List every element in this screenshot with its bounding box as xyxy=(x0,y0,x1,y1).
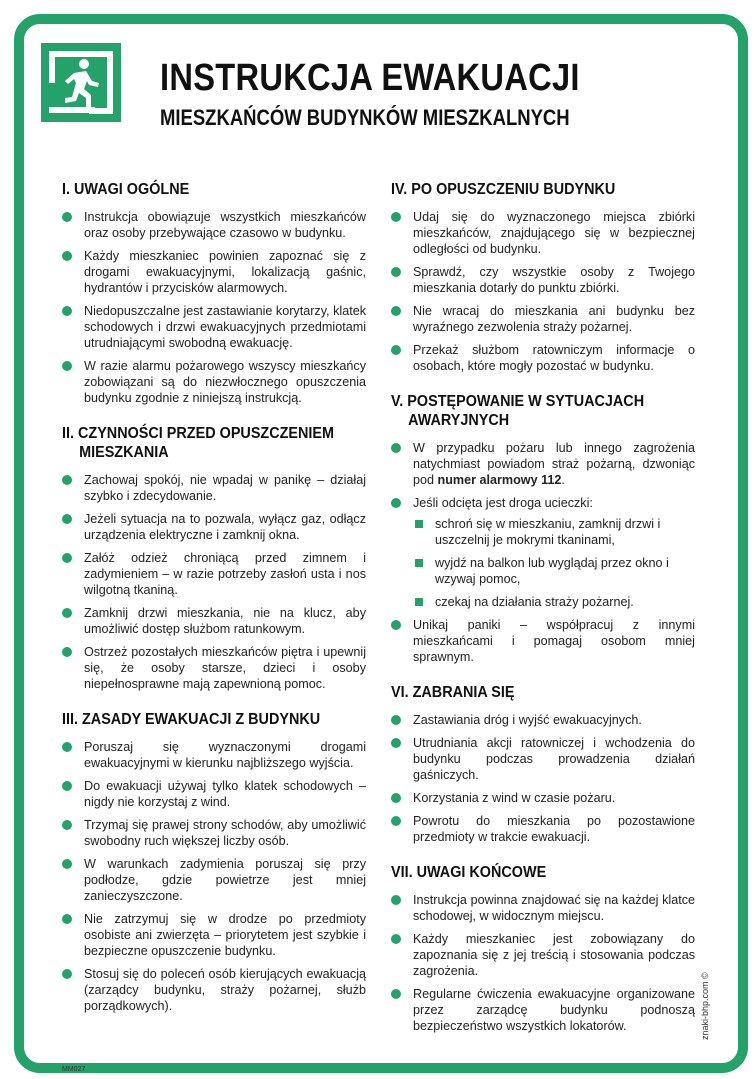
section-general-remarks xyxy=(62,180,366,406)
bullet-icon xyxy=(62,608,72,618)
section-before-leaving xyxy=(62,424,366,692)
bullet-icon xyxy=(62,553,72,563)
bullet-icon xyxy=(62,969,72,979)
list-item: Powrotu do mieszkania po pozostawione przedmioty w trakcie ewakuacji. xyxy=(391,813,695,845)
bullet-icon xyxy=(391,738,401,748)
list-item: Korzystania z wind w czasie pożaru. xyxy=(391,790,695,806)
list-item: Niedopuszczalne jest zastawianie korytarzy, klatek schodowych i drzwi ewakuacyjnych przedmiotami utrudniającymi swobodną ewakuację. xyxy=(62,303,366,351)
product-code: MM027 xyxy=(62,1066,86,1073)
section-final-remarks xyxy=(391,863,695,1034)
list-item: Instrukcja obowiązuje wszystkich mieszkańców oraz osoby przebywające czasowo w budynku. xyxy=(62,209,366,241)
bullet-icon xyxy=(391,443,401,453)
bullet-icon xyxy=(62,306,72,316)
list-item: Unikaj paniki – współpracuj z innymi mieszkańcami i pomagaj osobom mniej sprawnym. xyxy=(391,617,695,665)
bullet-icon xyxy=(391,715,401,725)
section-heading: I. UWAGI OGÓLNE xyxy=(62,181,190,198)
square-bullet-icon xyxy=(415,559,423,567)
emergency-exit-icon xyxy=(41,43,121,122)
bullet-icon xyxy=(391,267,401,277)
list-item: Instrukcja powinna znajdować się na każdej klatce schodowej, w widocznym miejscu. xyxy=(391,892,695,924)
list-item: Udaj się do wyznaczonego miejsca zbiórki mieszkańców, znajdującego się w bezpiecznej odległości od budynku. xyxy=(391,209,695,257)
bullet-icon xyxy=(391,895,401,905)
bullet-icon xyxy=(62,212,72,222)
list-item: Trzymaj się prawej strony schodów, aby umożliwić swobodny ruch większej liczby osób. xyxy=(62,817,366,849)
page-subtitle: MIESZKAŃCÓW BUDYNKÓW MIESZKALNYCH xyxy=(160,105,570,130)
bullet-icon xyxy=(62,361,72,371)
bullet-icon xyxy=(62,647,72,657)
left-column xyxy=(62,180,366,1032)
section-prohibitions xyxy=(391,683,695,845)
list-item: W przypadku pożaru lub innego zagrożenia natychmiast powiadom straż pożarną, dzwoniąc pod numer alarmowy 112. xyxy=(391,440,695,488)
list-item: Przekaż służbom ratowniczym informacje o osobach, które mogły pozostać w budynku. xyxy=(391,342,695,374)
bullet-icon xyxy=(62,781,72,791)
section-emergency-procedures xyxy=(391,392,695,665)
list-item: Każdy mieszkaniec jest zobowiązany do zapoznania się z jej treścią i stosowania podczas zagrożenia. xyxy=(391,931,695,979)
square-bullet-icon xyxy=(415,598,423,606)
list-item: Regularne ćwiczenia ewakuacyjne organizowane przez zarządcę budynku podnoszą bezpieczeństwo wszystkich lokatorów. xyxy=(391,986,695,1034)
bullet-icon xyxy=(391,498,401,508)
bullet-icon xyxy=(391,816,401,826)
bullet-icon xyxy=(62,742,72,752)
section-heading: V. POSTĘPOWANIE W SYTUACJACH AWARYJNYCH xyxy=(391,393,645,429)
list-item: Ostrzeż pozostałych mieszkańców piętra i upewnij się, że osoby starsze, dzieci i osoby niepełnosprawne mają zapewnioną pomoc. xyxy=(62,644,366,692)
section-heading: IV. PO OPUSZCZENIU BUDYNKU xyxy=(391,181,616,198)
bullet-icon xyxy=(391,989,401,999)
bullet-icon xyxy=(62,514,72,524)
square-bullet-icon xyxy=(415,520,423,528)
list-item: Każdy mieszkaniec powinien zapoznać się z drogami ewakuacyjnymi, lokalizacją gaśnic, hydrantów i przycisków alarmowych. xyxy=(62,248,366,296)
bullet-icon xyxy=(62,914,72,924)
section-heading: VI. ZABRANIA SIĘ xyxy=(391,684,515,701)
bullet-icon xyxy=(62,251,72,261)
list-item: Zamknij drzwi mieszkania, nie na klucz, aby umożliwić dostęp służbom ratunkowym. xyxy=(62,605,366,637)
bullet-icon xyxy=(391,345,401,355)
bullet-icon xyxy=(391,934,401,944)
list-item: Jeśli odcięta jest droga ucieczki: schroń się w mieszkaniu, zamknij drzwi i uszczelnij je mokrymi tkaninami, wyjdź na balkon lub wyglądaj przez okno i wzywaj pomoc, czekaj na działania straży pożarnej. xyxy=(391,495,695,610)
sub-list-item: czekaj na działania straży pożarnej. xyxy=(413,594,695,610)
sub-list-item: schroń się w mieszkaniu, zamknij drzwi i uszczelnij je mokrymi tkaninami, xyxy=(413,516,695,548)
page-title: INSTRUKCJA EWAKUACJI xyxy=(160,57,580,99)
section-heading: III. ZASADY EWAKUACJI Z BUDYNKU xyxy=(62,711,321,728)
list-item: W warunkach zadymienia poruszaj się przy podłodze, gdzie powietrze jest mniej zanieczyszczone. xyxy=(62,856,366,904)
bullet-icon xyxy=(391,306,401,316)
list-item: Nie zatrzymuj się w drodze po przedmioty osobiste ani zwierzęta – priorytetem jest szybkie i bezpieczne opuszczenie budynku. xyxy=(62,911,366,959)
bullet-icon xyxy=(391,212,401,222)
bullet-icon xyxy=(62,859,72,869)
list-item: Utrudniania akcji ratowniczej i wchodzenia do budynku podczas prowadzenia działań gaśniczych. xyxy=(391,735,695,783)
list-item: Do ewakuacji używaj tylko klatek schodowych – nigdy nie korzystaj z wind. xyxy=(62,778,366,810)
list-item: Poruszaj się wyznaczonymi drogami ewakuacyjnymi w kierunku najbliższego wyjścia. xyxy=(62,739,366,771)
list-item: Sprawdź, czy wszystkie osoby z Twojego mieszkania dotarły do punktu zbiórki. xyxy=(391,264,695,296)
list-item: Załóż odzież chroniącą przed zimnem i zadymieniem – w razie potrzeby zasłoń usta i nos wilgotną tkaniną. xyxy=(62,550,366,598)
section-after-leaving xyxy=(391,180,695,374)
list-item: Jeżeli sytuacja na to pozwala, wyłącz gaz, odłącz urządzenia elektryczne i zamknij okna. xyxy=(62,511,366,543)
section-evacuation-rules xyxy=(62,710,366,1014)
emergency-number: numer alarmowy 112 xyxy=(437,473,562,487)
list-item: Zastawiania dróg i wyjść ewakuacyjnych. xyxy=(391,712,695,728)
section-heading: VII. UWAGI KOŃCOWE xyxy=(391,864,547,881)
list-item: Nie wracaj do mieszkania ani budynku bez wyraźnego zezwolenia straży pożarnej. xyxy=(391,303,695,335)
bullet-icon xyxy=(62,475,72,485)
list-item: W razie alarmu pożarowego wszyscy mieszkańcy zobowiązani są do niezwłocznego opuszczenia budynku zgodnie z niniejszą instrukcją. xyxy=(62,358,366,406)
section-heading: II. CZYNNOŚCI PRZED OPUSZCZENIEM MIESZKANIA xyxy=(62,425,335,461)
bullet-icon xyxy=(62,820,72,830)
list-item: Stosuj się do poleceń osób kierujących ewakuacją (zarządcy budynku, straży pożarnej, służb porządkowych). xyxy=(62,966,366,1014)
bullet-icon xyxy=(391,620,401,630)
list-item: Zachowaj spokój, nie wpadaj w panikę – działaj szybko i zdecydowanie. xyxy=(62,472,366,504)
sub-list-item: wyjdź na balkon lub wyglądaj przez okno i wzywaj pomoc, xyxy=(413,555,695,587)
right-column xyxy=(391,180,695,1052)
copyright-text: znaki-bhp.com © xyxy=(700,972,710,1040)
bullet-icon xyxy=(391,793,401,803)
